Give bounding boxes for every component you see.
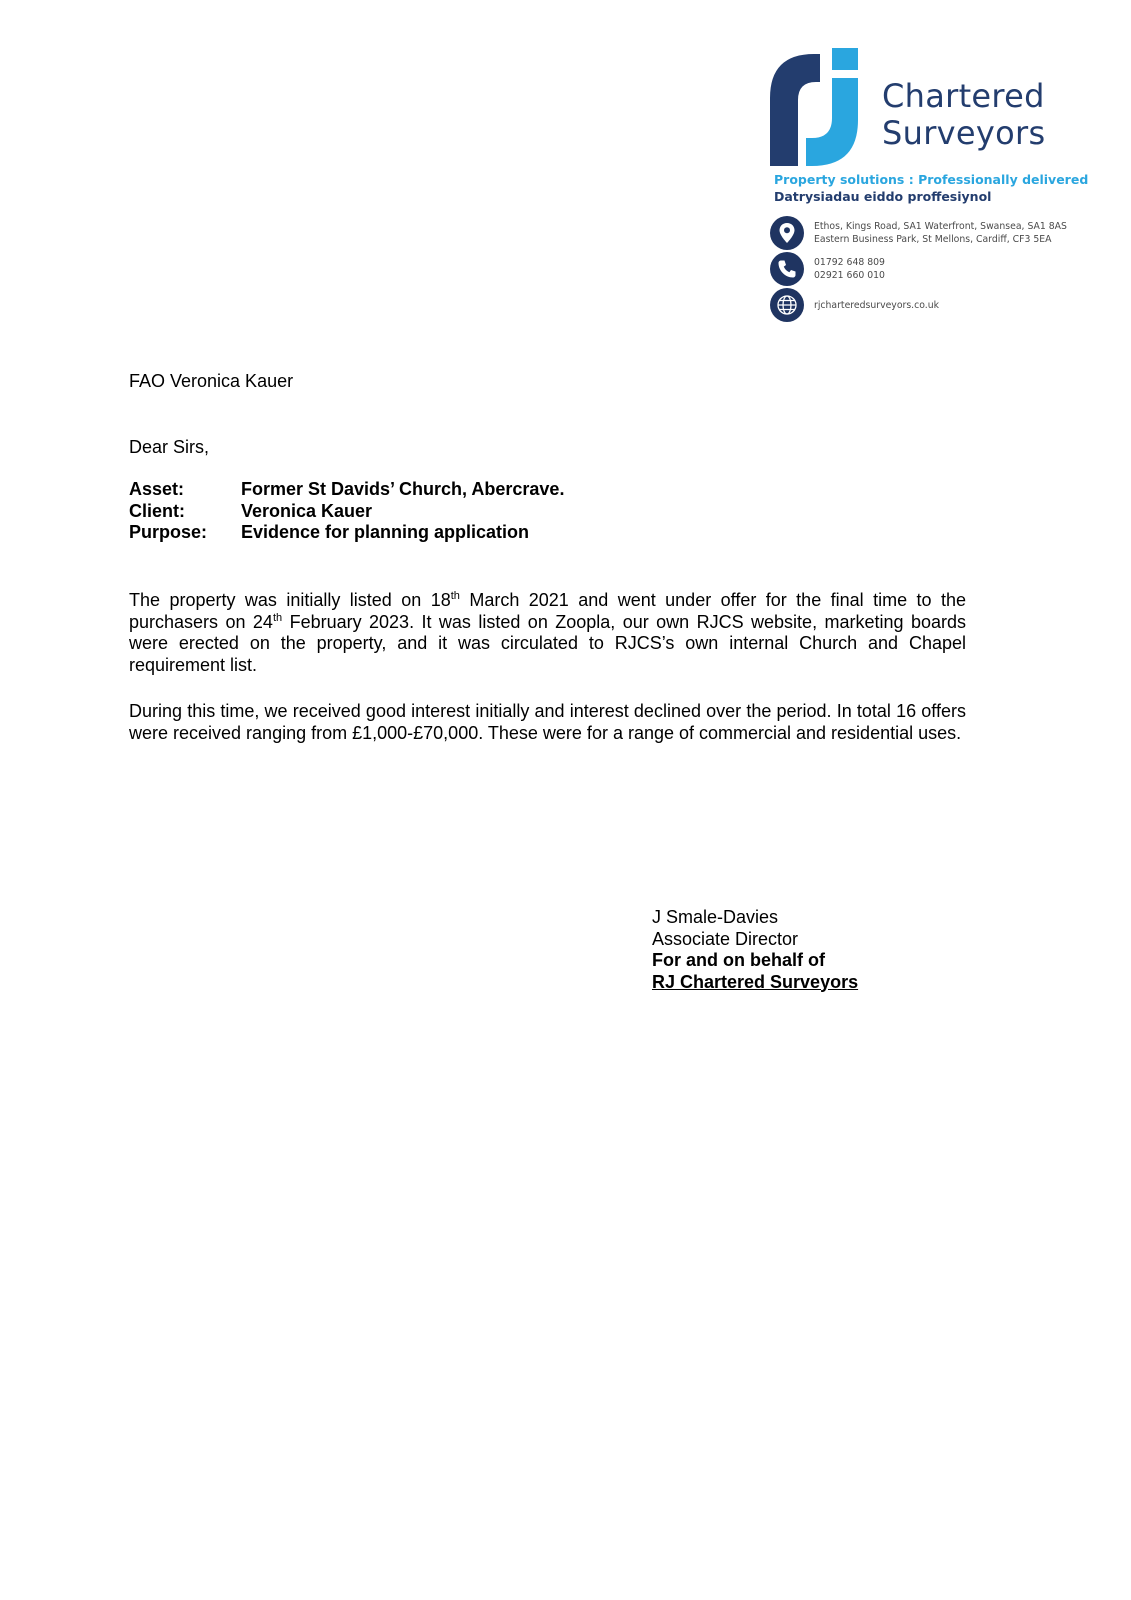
phone-row — [770, 252, 885, 286]
tagline-english: Property solutions : Professionally delivered — [774, 172, 1089, 187]
asset-row — [129, 479, 564, 501]
on-behalf-line: For and on behalf of — [652, 950, 825, 970]
fao-line: FAO Veronica Kauer — [129, 371, 294, 391]
purpose-value: Evidence for planning application — [241, 522, 530, 542]
para1-sup1: th — [450, 590, 460, 602]
client-label: Client: — [129, 500, 185, 521]
logo-line-surveyors: Surveyors — [882, 114, 1046, 152]
paragraph-offers: During this time, we received good interest initially and interest declined over the period. In total 16 offers were received ranging from £1,000-£70,000. These were for a range of commercial and residential uses. — [129, 701, 966, 743]
signatory-name: J Smale-Davies — [652, 907, 779, 927]
phone-text — [814, 256, 885, 282]
logo-wordmark — [882, 78, 1045, 152]
address-row — [770, 216, 1067, 250]
purpose-label: Purpose: — [129, 522, 208, 542]
client-row — [129, 501, 564, 523]
para1-part1: The property was initially listed on 18 — [129, 590, 451, 610]
purpose-row — [129, 522, 564, 544]
client-value: Veronica Kauer — [241, 500, 373, 521]
para1-part2: March 2021 and went under offer for the final time to the purchasers on 24 — [129, 590, 966, 632]
phone-icon — [770, 252, 804, 286]
letterhead — [770, 48, 1090, 328]
website-text[interactable]: rjcharteredsurveyors.co.uk — [814, 299, 939, 311]
para1-part3: February 2023. It was listed on Zoopla, our own RJCS website, marketing boards were erected on the property, and it was circulated to RJCS’s own internal Church and Chapel requirement list. — [129, 611, 966, 675]
salutation: Dear Sirs, — [129, 437, 210, 457]
phone-swansea: 01792 648 809 — [814, 257, 885, 268]
signatory-title: Associate Director — [652, 928, 799, 949]
paragraph-listing — [129, 590, 966, 676]
rj-logo-icon — [770, 48, 870, 166]
para1-sup2: th — [272, 611, 283, 624]
address-text — [814, 220, 1067, 246]
address-swansea: Ethos, Kings Road, SA1 Waterfront, Swansea, SA1 8AS — [814, 221, 1067, 232]
asset-value: Former St Davids’ Church, Abercrave. — [241, 479, 565, 499]
letter-details — [129, 479, 564, 544]
signature-block — [652, 907, 858, 993]
asset-label: Asset: — [129, 479, 185, 499]
tagline-welsh: Datrysiadau eiddo proffesiynol — [774, 189, 992, 204]
globe-icon — [770, 288, 804, 322]
company-name: RJ Chartered Surveyors — [652, 971, 859, 992]
location-pin-icon — [770, 216, 804, 250]
website-row — [770, 288, 939, 322]
phone-cardiff: 02921 660 010 — [814, 270, 885, 281]
logo-line-chartered: Chartered — [882, 77, 1045, 115]
address-cardiff: Eastern Business Park, St Mellons, Cardiff, CF3 5EA — [814, 234, 1052, 245]
